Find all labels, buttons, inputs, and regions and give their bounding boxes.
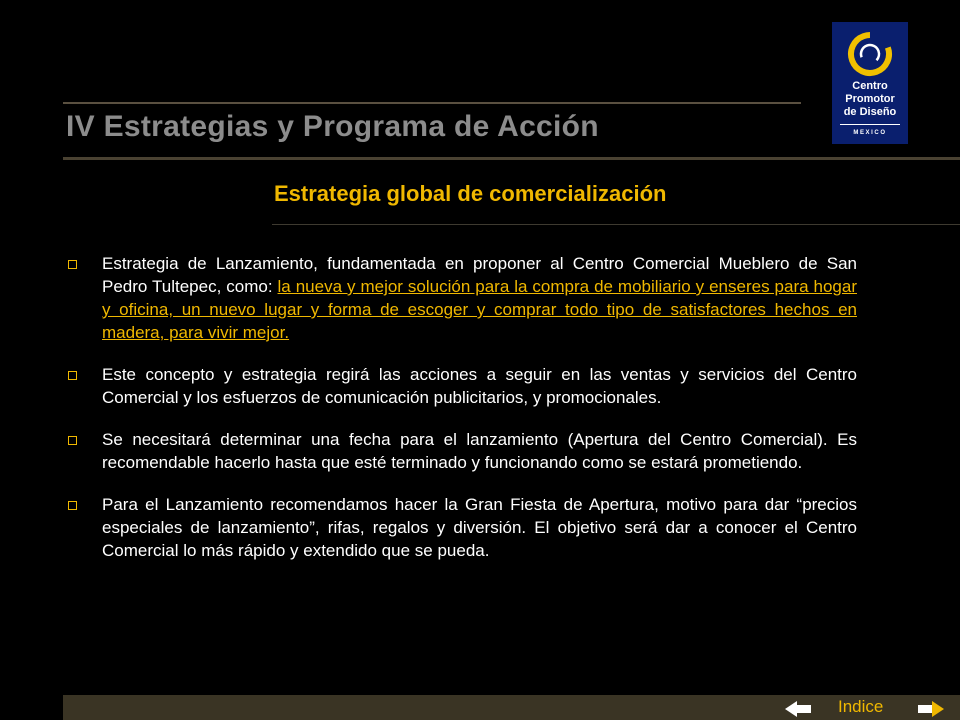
logo-wordmark (832, 80, 908, 119)
square-bullet-icon (68, 371, 77, 380)
index-link[interactable]: Indice (838, 697, 884, 716)
list-item-text: Este concepto y estrategia regirá las acciones a seguir en las ventas y servicios del Centro Comercial y los esfuerzos de comunicación publicitarios, y promocionales. (102, 365, 857, 407)
page-title: IV Estrategias y Programa de Acción (66, 110, 599, 143)
arrow-right-icon[interactable] (918, 701, 944, 717)
arrow-left-icon[interactable] (785, 701, 811, 717)
bullet-list (68, 252, 857, 581)
list-item-text (102, 252, 857, 344)
list-item (68, 363, 857, 409)
square-bullet-icon (68, 436, 77, 445)
logo-country: MEXICO (853, 130, 887, 136)
square-bullet-icon (68, 501, 77, 510)
logo-ring-icon (842, 28, 898, 80)
logo-line-3: de Diseño (843, 106, 897, 118)
top-divider (63, 102, 801, 104)
title-divider (63, 157, 960, 160)
subtitle-divider (272, 224, 960, 225)
list-item-text: Para el Lanzamiento recomendamos hacer la Gran Fiesta de Apertura, motivo para dar “precios especiales de lanzamiento”, rifas, regalos y diversión. El objetivo será dar a conocer el Centro Comercial lo más rápido y extendido que se pueda. (102, 495, 857, 560)
logo-line-2: Promotor (845, 93, 895, 105)
logo-divider (840, 124, 900, 125)
list-item (68, 493, 857, 562)
list-item-body: Estrategia de Lanzamiento, fundamentada en proponer al Centro Comercial Mueblero de San Pedro Tultepec, como: (102, 254, 857, 296)
list-item (68, 252, 857, 344)
logo-line-1: Centro (852, 80, 888, 92)
list-item-text: Se necesitará determinar una fecha para el lanzamiento (Apertura del Centro Comercial). Es recomendable hacerlo hasta que esté terminado y funcionando como se estará prometiendo. (102, 430, 857, 472)
logo (832, 22, 908, 144)
square-bullet-icon (68, 260, 77, 269)
section-subtitle: Estrategia global de comercialización (274, 181, 667, 206)
list-item (68, 428, 857, 474)
strategy-link[interactable]: la nueva y mejor solución para la compra de mobiliario y enseres para hogar y oficina, un nuevo lugar y forma de escoger y comprar todo tipo de satisfactores hechos en madera, para vivir mejor. (102, 277, 857, 342)
footer-bar (63, 695, 960, 720)
